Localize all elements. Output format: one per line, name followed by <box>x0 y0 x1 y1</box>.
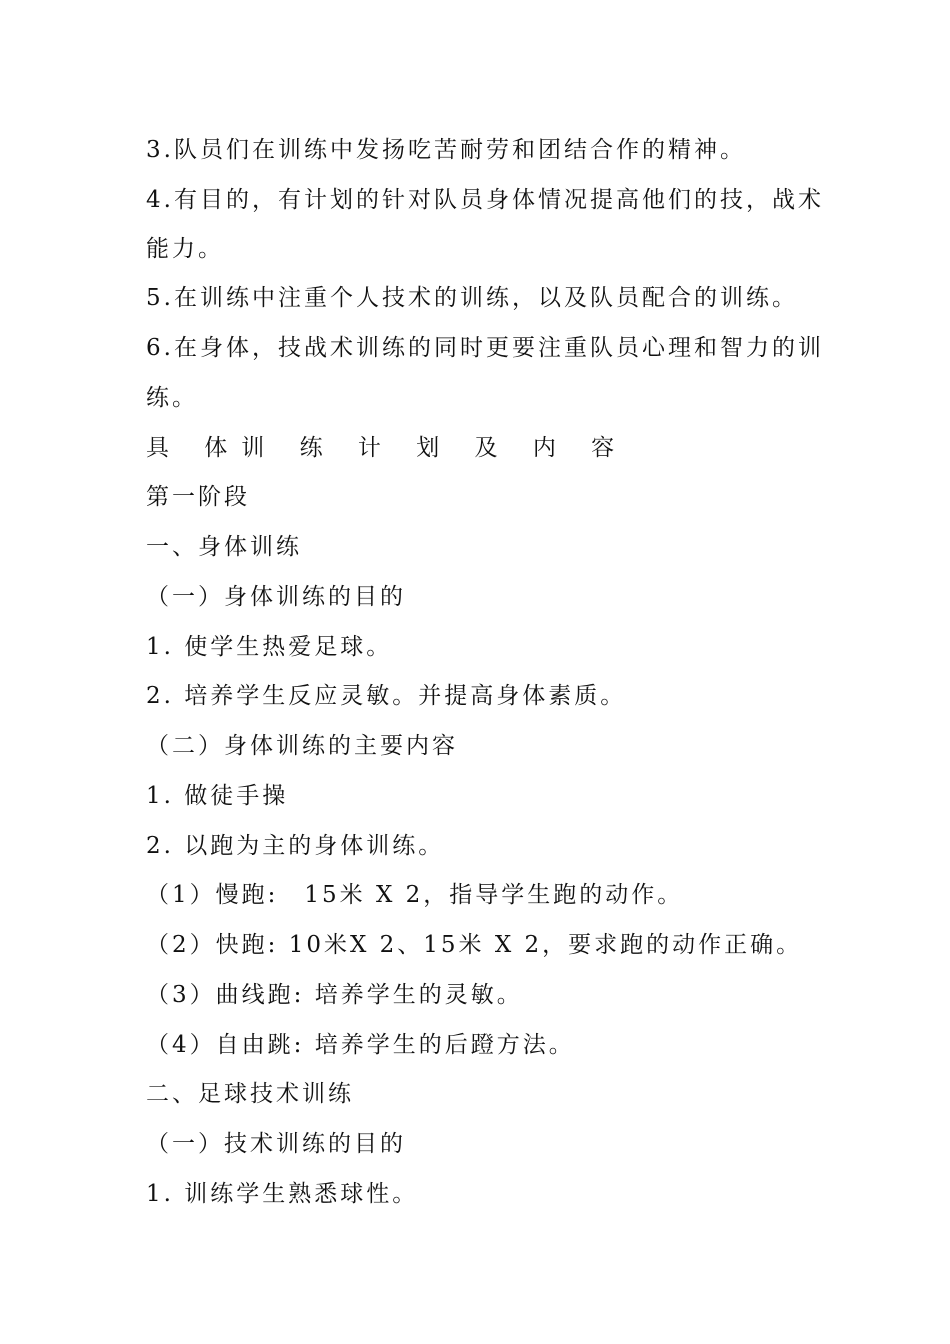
text-line-5: 6.在身体，技战术训练的同时更要注重队员心理和智力的训 <box>146 335 824 361</box>
list-item: （4）自由跳: 培养学生的后蹬方法。 <box>146 1032 575 1058</box>
list-item: 2. 培养学生反应灵敏。并提高身体素质。 <box>146 683 627 709</box>
text-line-2: 4.有目的，有计划的针对队员身体情况提高他们的技，战术 <box>146 187 824 213</box>
section-heading-plan: 具 体训 练 计 划 及 内 容 <box>146 435 629 461</box>
subsection-heading-content: （二）身体训练的主要内容 <box>146 733 458 759</box>
text-line-3: 能力。 <box>146 236 224 262</box>
text-line-1: 3.队员们在训练中发扬吃苦耐劳和团结合作的精神。 <box>146 137 746 163</box>
list-item: 2. 以跑为主的身体训练。 <box>146 833 445 859</box>
text-line-6: 练。 <box>146 385 198 411</box>
list-item: 1. 训练学生熟悉球性。 <box>146 1181 419 1207</box>
text-line-4: 5.在训练中注重个人技术的训练，以及队员配合的训练。 <box>146 285 798 311</box>
section-heading-technique: 二、足球技术训练 <box>146 1081 354 1107</box>
list-item: 1. 做徒手操 <box>146 783 289 809</box>
subsection-heading-purpose: （一）身体训练的目的 <box>146 584 406 610</box>
list-item: （1）慢跑: 15米 X 2，指导学生跑的动作。 <box>146 882 684 908</box>
list-item: 1. 使学生热爱足球。 <box>146 634 393 660</box>
stage-heading: 第一阶段 <box>146 484 250 510</box>
section-heading-physical: 一、身体训练 <box>146 534 302 560</box>
subsection-heading-technique-purpose: （一）技术训练的目的 <box>146 1131 406 1157</box>
list-item: （3）曲线跑: 培养学生的灵敏。 <box>146 982 523 1008</box>
list-item: （2）快跑: 10米X 2、15米 X 2，要求跑的动作正确。 <box>146 932 803 958</box>
